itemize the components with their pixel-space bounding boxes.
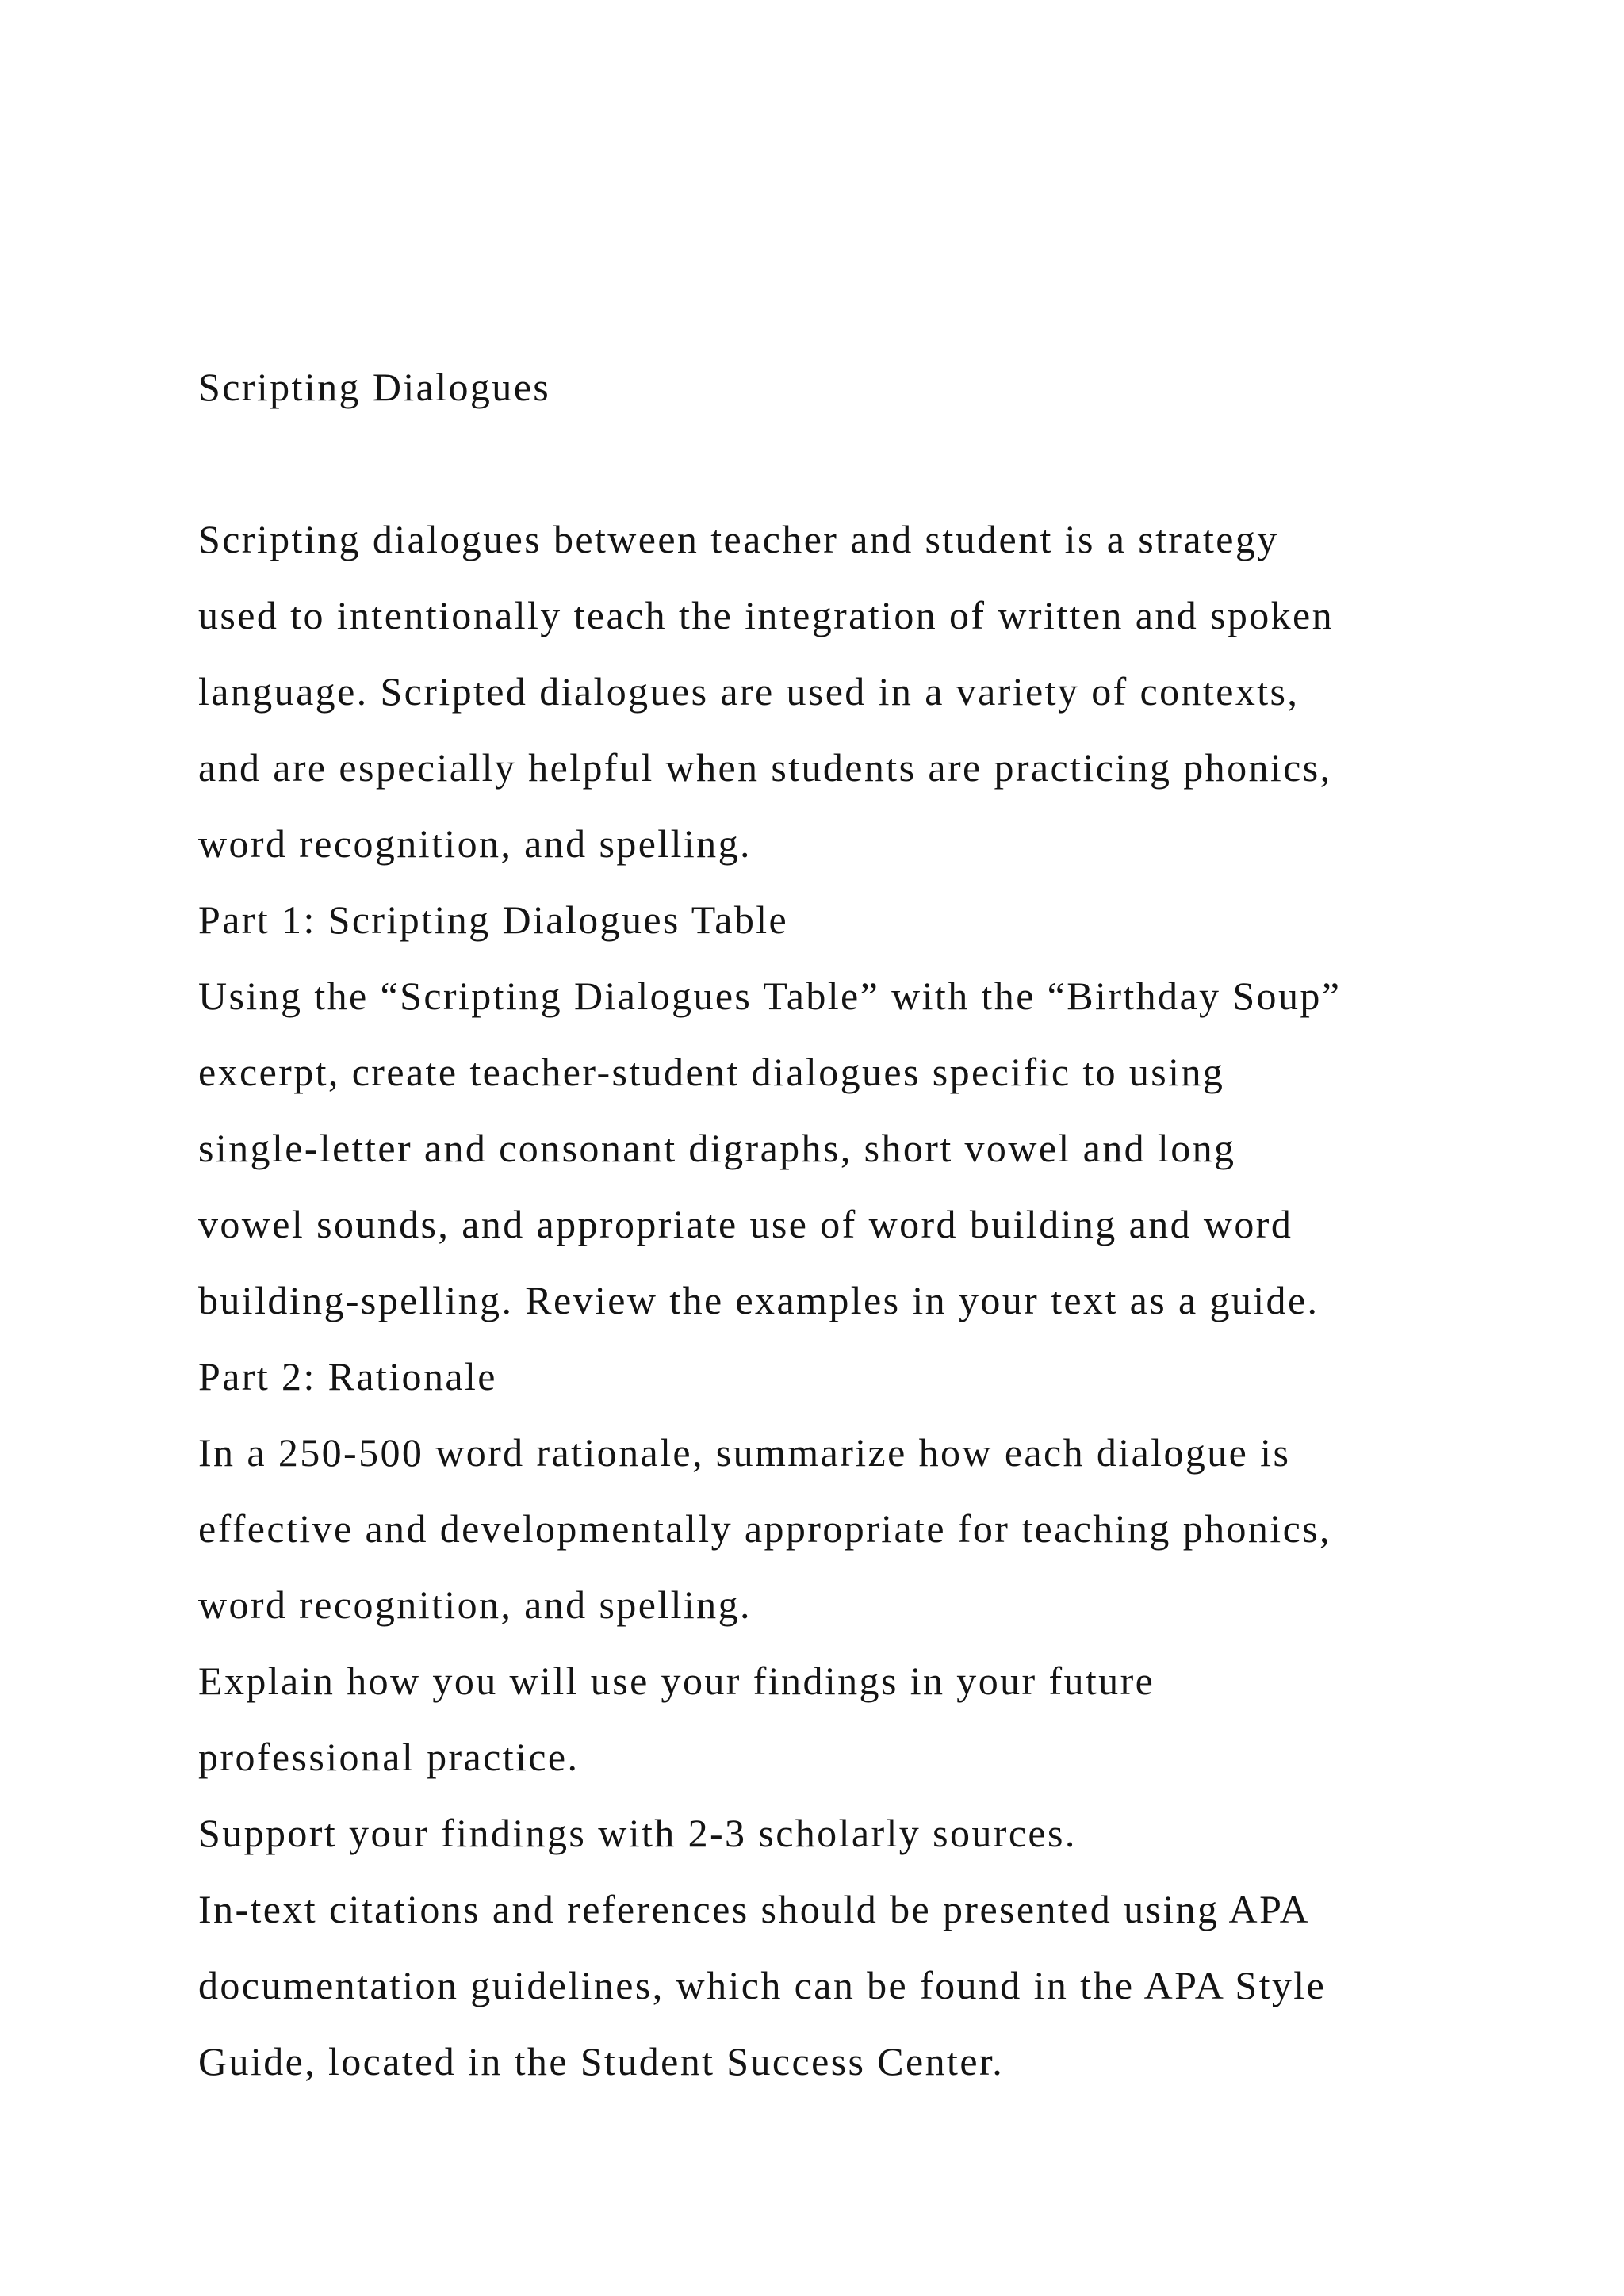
part1-heading-text: Part 1: Scripting Dialogues Table (198, 897, 789, 942)
citations-paragraph (198, 1871, 1499, 2099)
document-body (198, 349, 1499, 2099)
intro-line: and are especially helpful when students are practicing phonics, (198, 745, 1332, 790)
intro-line: used to intentionally teach the integration of written and spoken (198, 593, 1335, 637)
support-paragraph (198, 1795, 1499, 1871)
part2-line: word recognition, and spelling. (198, 1582, 752, 1627)
intro-paragraph (198, 501, 1499, 882)
explain-line: Explain how you will use your findings in your future (198, 1659, 1155, 1703)
part1-line: vowel sounds, and appropriate use of word building and word (198, 1202, 1293, 1246)
part1-line: excerpt, create teacher-student dialogues specific to using (198, 1050, 1225, 1094)
intro-line: language. Scripted dialogues are used in a variety of contexts, (198, 669, 1300, 714)
part1-heading (198, 882, 1499, 958)
intro-line: Scripting dialogues between teacher and student is a strategy (198, 517, 1279, 561)
part2-line: In a 250-500 word rationale, summarize how each dialogue is (198, 1430, 1291, 1475)
intro-line: word recognition, and spelling. (198, 821, 752, 866)
part2-line: effective and developmentally appropriate for teaching phonics, (198, 1506, 1331, 1551)
part2-paragraph (198, 1414, 1499, 1643)
part2-heading-text: Part 2: Rationale (198, 1354, 497, 1399)
citations-line: In-text citations and references should be presented using APA (198, 1887, 1311, 1931)
document-title (198, 349, 1499, 425)
explain-line: professional practice. (198, 1735, 580, 1779)
citations-line: Guide, located in the Student Success Center. (198, 2039, 1005, 2084)
explain-paragraph (198, 1643, 1499, 1795)
citations-line: documentation guidelines, which can be found in the APA Style (198, 1963, 1327, 2007)
part1-line: Using the “Scripting Dialogues Table” with the “Birthday Soup” (198, 974, 1342, 1018)
support-line: Support your findings with 2-3 scholarly sources. (198, 1811, 1077, 1855)
part2-heading (198, 1338, 1499, 1414)
part1-paragraph (198, 958, 1499, 1338)
part1-line: building-spelling. Review the examples in your text as a guide. (198, 1278, 1320, 1322)
part1-line: single-letter and consonant digraphs, short vowel and long (198, 1126, 1236, 1170)
title-text: Scripting Dialogues (198, 365, 551, 409)
